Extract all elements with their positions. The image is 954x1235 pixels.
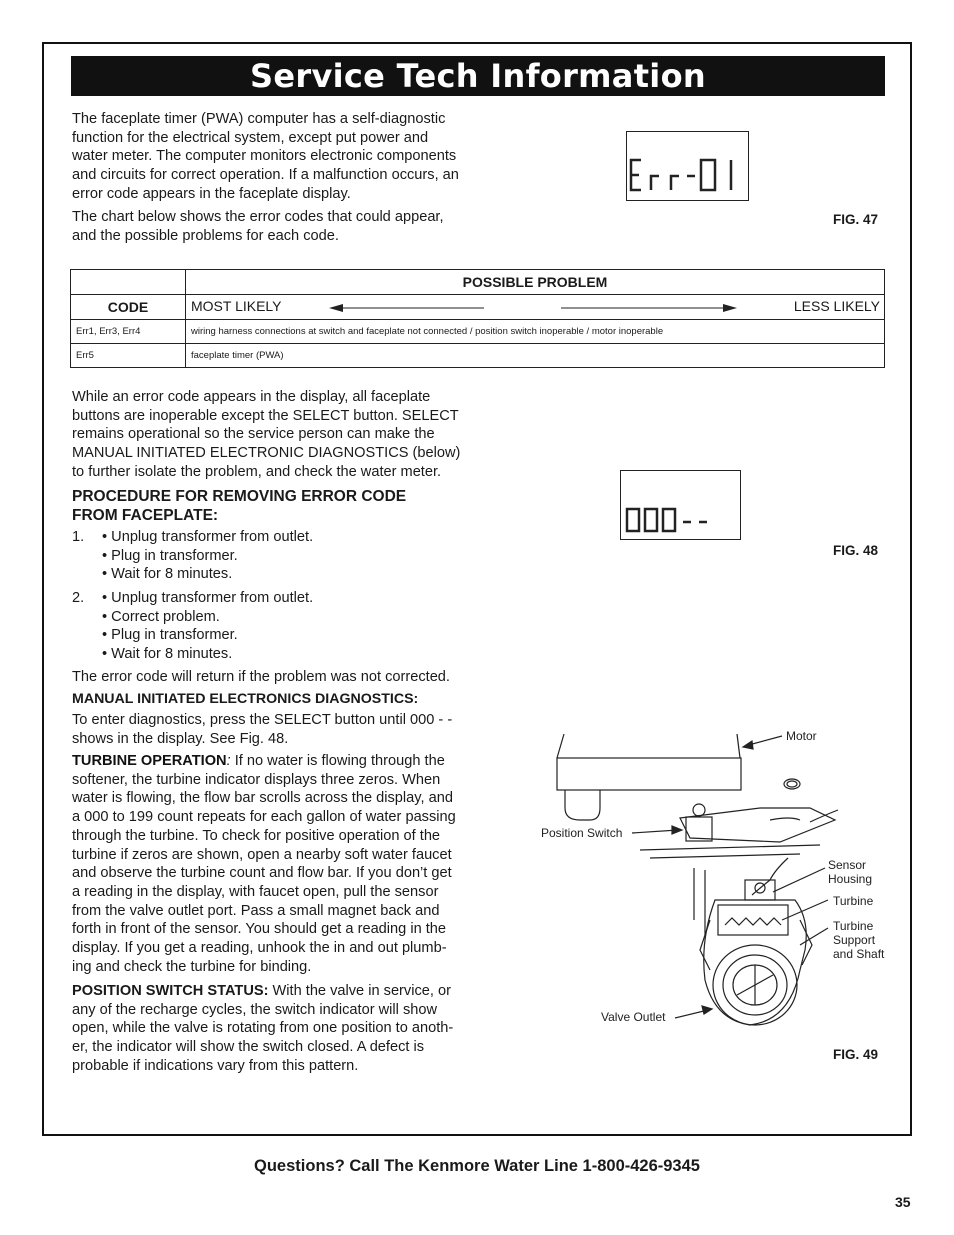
- text-line: open, while the valve is rotating from one position to anoth-: [72, 1020, 454, 1037]
- list-item: • Plug in transformer.: [102, 547, 238, 564]
- text-line: water is flowing, the flow bar scrolls across the display, and: [72, 790, 453, 807]
- seven-segment-error-readout: [627, 132, 747, 199]
- text-line: and the possible problems for each code.: [72, 227, 339, 244]
- manual-diagnostics-text: [72, 711, 452, 748]
- text-line: softener, the turbine indicator displays three zeros. When: [72, 771, 441, 788]
- list-item: • Unplug transformer from outlet.: [102, 590, 314, 606]
- code-cell: Err1, Err3, Err4: [71, 320, 186, 344]
- list-item: • Wait for 8 minutes.: [102, 646, 233, 663]
- position-switch-paragraph: [72, 982, 502, 1076]
- likelihood-scale: [186, 295, 885, 320]
- fig47-display: [626, 131, 749, 201]
- fig48-display: [620, 470, 741, 540]
- page-title: Service Tech Information: [71, 56, 885, 96]
- manual-diagnostics-heading: MANUAL INITIATED ELECTRONICS DIAGNOSTICS:: [72, 691, 419, 707]
- possible-problem-header: POSSIBLE PROBLEM: [186, 270, 885, 295]
- fig48-label: FIG. 48: [833, 543, 879, 558]
- table-subheader-row: [71, 295, 885, 320]
- list-item: • Wait for 8 minutes.: [102, 566, 233, 583]
- text-line: and circuits for correct operation. If a malfunction occurs, an: [72, 167, 459, 184]
- list-item: • Plug in transformer.: [102, 627, 238, 644]
- text-line: The chart below shows the error codes that could appear,: [72, 209, 444, 225]
- text-line: To enter diagnostics, press the SELECT button until 000 - -: [72, 712, 453, 728]
- text-line: ing and check the turbine for binding.: [72, 958, 312, 975]
- code-header: CODE: [71, 295, 186, 320]
- turbine-operation-paragraph: [72, 752, 502, 976]
- valve-outlet-callout: Valve Outlet: [601, 1010, 666, 1024]
- fig49-label: FIG. 49: [833, 1047, 879, 1062]
- text-line: The faceplate timer (PWA) computer has a self-diagnostic: [72, 111, 446, 127]
- procedure-heading: [72, 487, 406, 525]
- table-empty-cell: [71, 270, 186, 295]
- table-row: [71, 320, 885, 344]
- text-line: forth in front of the sensor. You should get a reading in the: [72, 921, 447, 938]
- turbine-operation-lead: TURBINE OPERATION: [72, 753, 227, 769]
- fig47-label: FIG. 47: [833, 212, 879, 227]
- callout-line: Housing: [828, 872, 873, 886]
- motor-callout: Motor: [786, 729, 817, 743]
- text-line: from the valve outlet port. Pass a small magnet back and: [72, 902, 440, 919]
- text-line: any of the recharge cycles, the switch indicator will show: [72, 1001, 438, 1018]
- text-line: turbine if zeros are shown, open a nearby soft water faucet: [72, 846, 452, 863]
- text-fragment: With the valve in service, or: [268, 983, 451, 999]
- list-item: • Correct problem.: [102, 608, 220, 625]
- problem-cell: wiring harness connections at switch and faceplate not connected / position switch inoperable / motor inoperable: [186, 320, 885, 344]
- procedure-note: The error code will return if the problem was not corrected.: [72, 669, 450, 685]
- table-header-row: [71, 270, 885, 295]
- text-line: er, the indicator will show the switch closed. A defect is: [72, 1039, 425, 1056]
- position-switch-lead: POSITION SWITCH STATUS:: [72, 983, 269, 999]
- step-number: 1.: [72, 529, 85, 545]
- list-item: • Unplug transformer from outlet.: [102, 529, 314, 545]
- heading-line: FROM FACEPLATE:: [72, 507, 219, 524]
- text-line: While an error code appears in the display, all faceplate: [72, 389, 431, 405]
- intro-paragraph-2: [72, 208, 444, 245]
- callout-line: Support: [833, 933, 876, 947]
- text-line: water meter. The computer monitors electronic components: [72, 148, 457, 165]
- step-2-list: [102, 589, 402, 664]
- most-likely-label: MOST LIKELY: [191, 298, 282, 314]
- text-line: display. If you get a reading, unhook the in and out plumb-: [72, 940, 447, 957]
- lead-colon: :: [226, 753, 231, 769]
- text-line: a reading in the display, with faucet open, pull the sensor: [72, 883, 439, 900]
- text-line: [72, 752, 502, 771]
- text-line: function for the electrical system, except put power and: [72, 129, 429, 146]
- sensor-housing-callout: [828, 858, 872, 886]
- heading-line: PROCEDURE FOR REMOVING ERROR CODE: [72, 488, 407, 505]
- text-line: error code appears in the faceplate display.: [72, 185, 351, 202]
- text-line: to further isolate the problem, and check the water meter.: [72, 463, 442, 480]
- text-line: remains operational so the service person can make the: [72, 426, 435, 443]
- code-cell: Err5: [71, 344, 186, 368]
- text-fragment: If no water is flowing through the: [230, 753, 445, 769]
- step-1-list: [102, 528, 402, 584]
- display-paragraph: [72, 388, 460, 482]
- step-number: 2.: [72, 590, 85, 606]
- error-code-table: [70, 269, 885, 368]
- less-likely-label: LESS LIKELY: [793, 298, 880, 314]
- callout-line: Sensor: [828, 858, 867, 872]
- table-row: [71, 344, 885, 368]
- text-line: probable if indications vary from this pattern.: [72, 1057, 359, 1074]
- callout-line: Turbine: [833, 919, 874, 933]
- text-line: MANUAL INITIATED ELECTRONIC DIAGNOSTICS (below): [72, 445, 461, 462]
- seven-segment-diagnostic-readout: [621, 471, 739, 538]
- turbine-support-callout: [833, 919, 884, 961]
- text-line: shows in the display. See Fig. 48.: [72, 730, 289, 747]
- turbine-callout: Turbine: [833, 894, 874, 908]
- text-line: buttons are inoperable except the SELECT button. SELECT: [72, 407, 459, 424]
- text-line: through the turbine. To check for positive operation of the: [72, 827, 441, 844]
- callout-line: and Shaft: [833, 947, 885, 961]
- help-line-footer: Questions? Call The Kenmore Water Line 1-800-426-9345: [254, 1157, 700, 1175]
- text-line: [72, 982, 502, 1001]
- position-switch-callout: Position Switch: [541, 826, 623, 840]
- text-line: and observe the turbine count and flow bar. If you don’t get: [72, 865, 452, 882]
- intro-paragraph-1: [72, 110, 459, 204]
- problem-cell: faceplate timer (PWA): [186, 344, 885, 368]
- text-line: a 000 to 199 count repeats for each gallon of water passing: [72, 809, 456, 826]
- page-number: 35: [895, 1194, 911, 1210]
